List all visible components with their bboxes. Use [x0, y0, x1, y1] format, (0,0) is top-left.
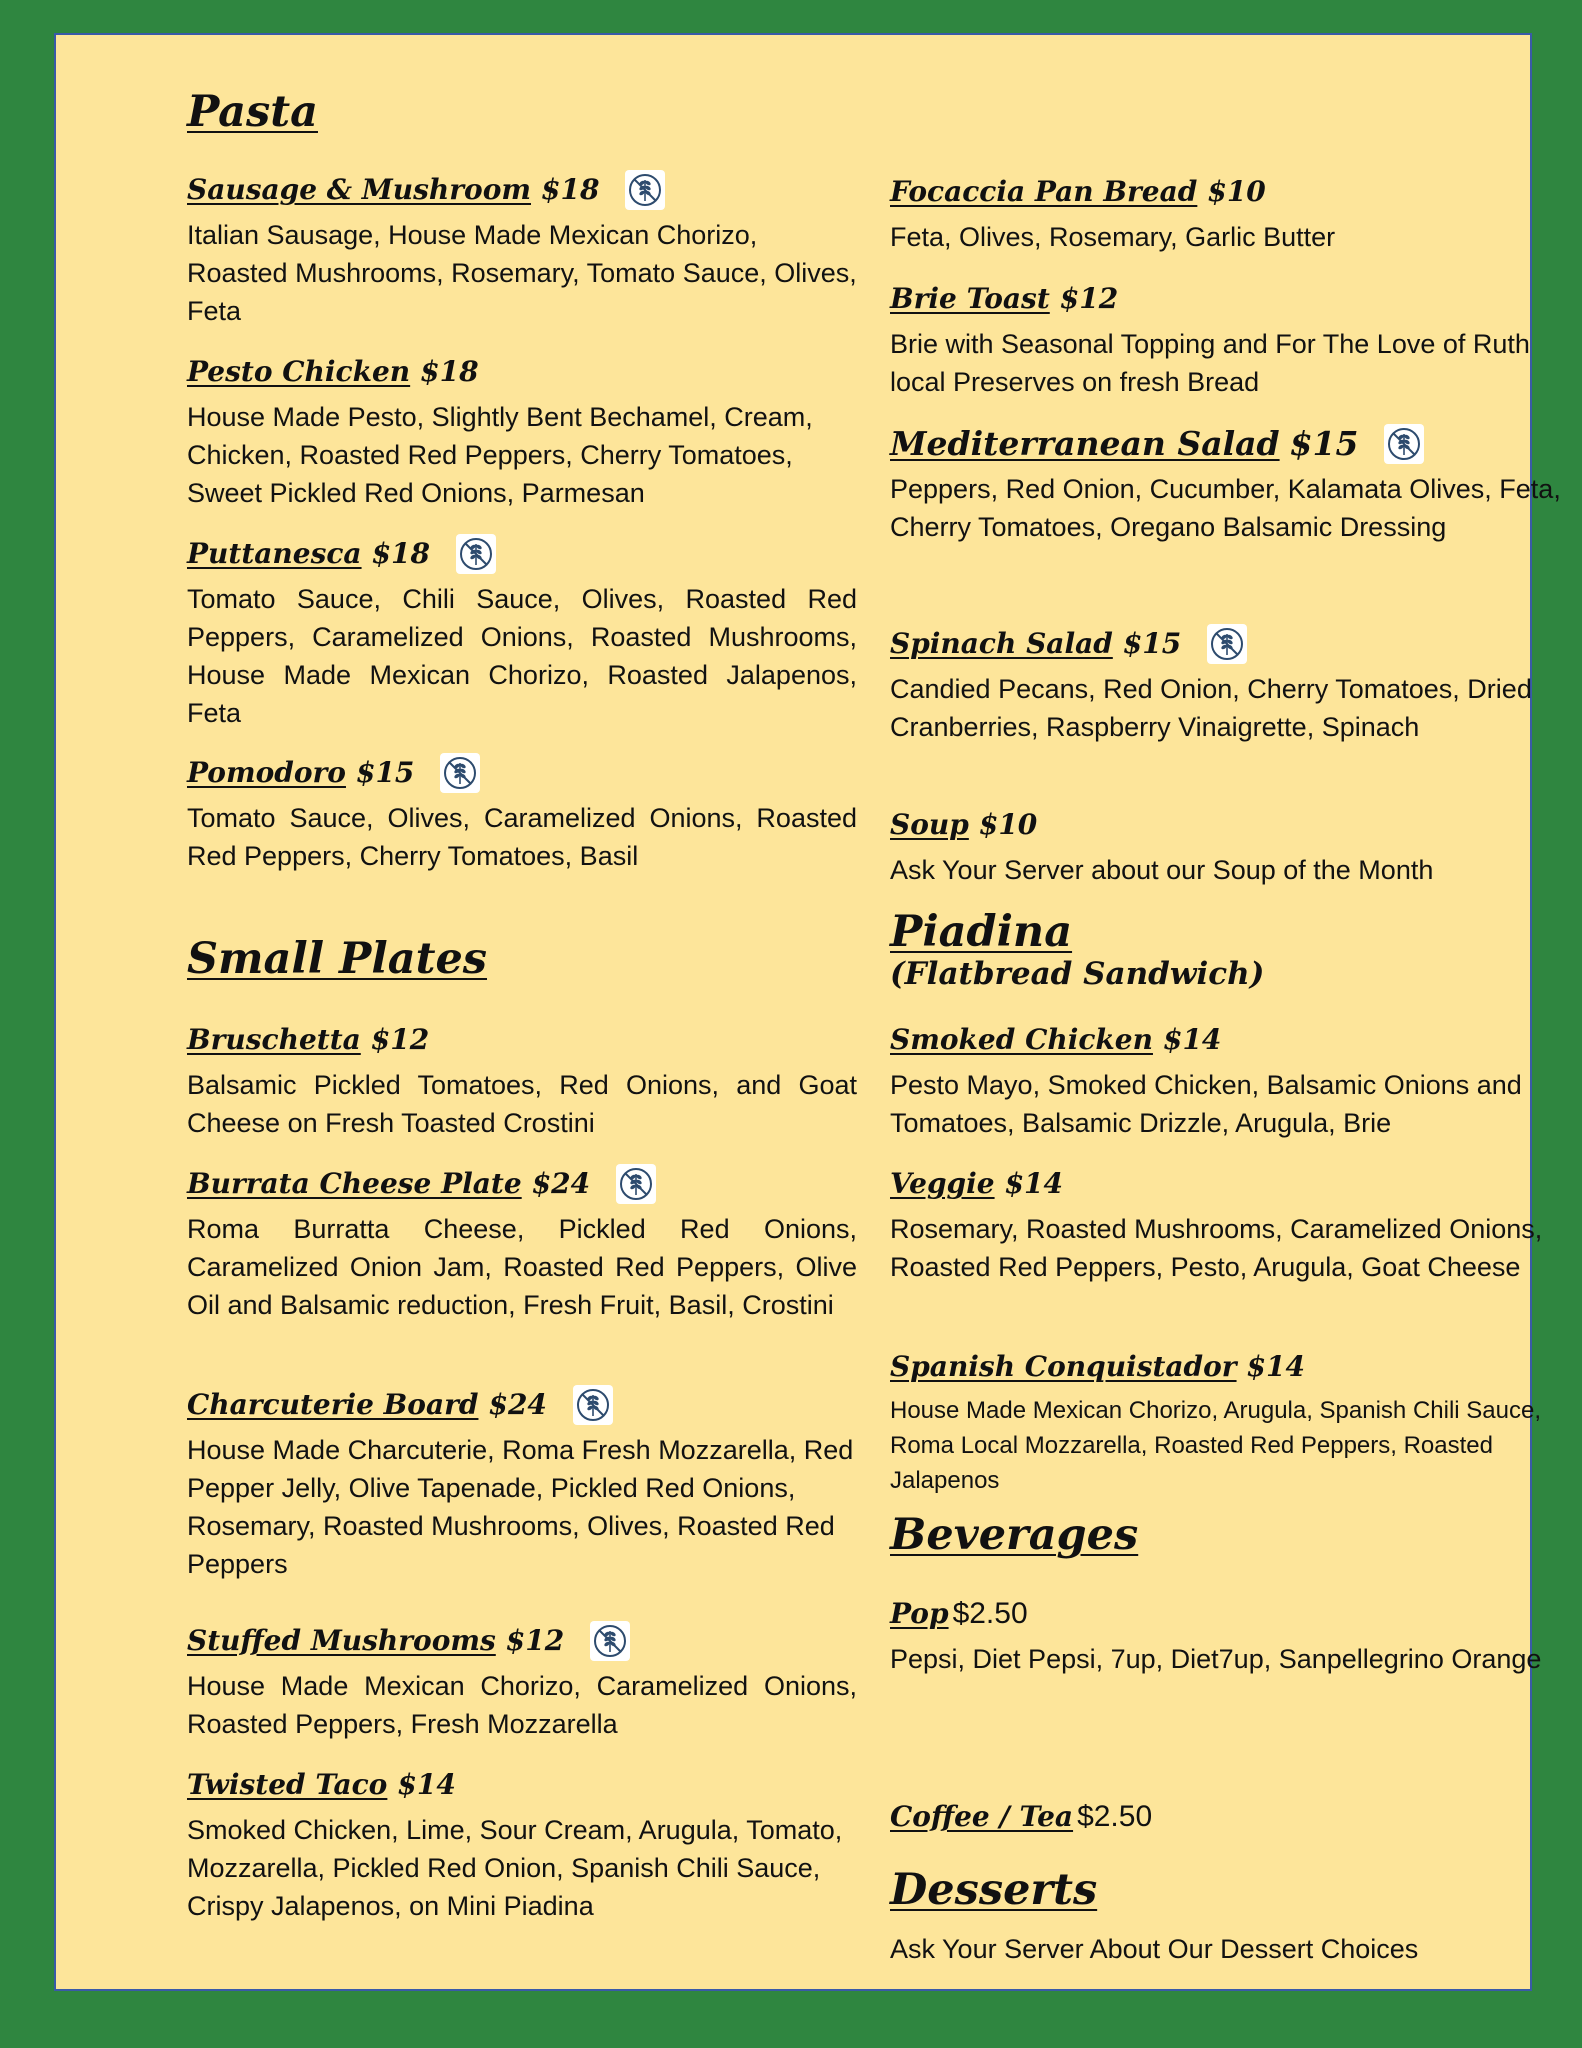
- menu-item-charcuterie-board: [187, 1383, 857, 1583]
- gluten-free-wheat-icon: [625, 170, 665, 210]
- item-name: Pop: [890, 1597, 949, 1630]
- item-name: Twisted Taco: [187, 1768, 388, 1801]
- menu-item-focaccia: [890, 170, 1570, 256]
- item-price: $14: [1004, 1167, 1064, 1200]
- item-description: Tomato Sauce, Chili Sauce, Olives, Roasted Red Peppers, Caramelized Onions, Roasted Mushrooms, House Made Mexican Chorizo, Roasted Jalapenos, Feta: [187, 584, 857, 728]
- item-name: Mediterranean Salad: [890, 424, 1280, 463]
- item-price: $18: [541, 173, 600, 206]
- menu-item-pomodoro: [187, 751, 857, 875]
- item-description: Roma Burratta Cheese, Pickled Red Onions, Caramelized Onion Jam, Roasted Red Peppers, Olive Oil and Balsamic reduction, Fresh Fruit, Basil, Crostini: [187, 1214, 857, 1320]
- item-name: Pesto Chicken: [187, 355, 411, 388]
- section-subtitle-piadina: (Flatbread Sandwich): [890, 956, 1265, 992]
- menu-item-soup: [890, 803, 1570, 889]
- menu-item-veggie: [890, 1162, 1570, 1286]
- item-name: Soup: [890, 808, 969, 841]
- item-description: Rosemary, Roasted Mushrooms, Caramelized Onions, Roasted Red Peppers, Pesto, Arugula, Goat Cheese: [890, 1214, 1543, 1282]
- item-description: House Made Mexican Chorizo, Caramelized Onions, Roasted Peppers, Fresh Mozzarella: [187, 1671, 857, 1739]
- item-description: Smoked Chicken, Lime, Sour Cream, Arugula, Tomato, Mozzarella, Pickled Red Onion, Spanish Chili Sauce, Crispy Jalapenos, on Mini Piadina: [187, 1815, 843, 1921]
- item-name: Spanish Conquistador: [890, 1350, 1237, 1383]
- gluten-free-wheat-icon: [616, 1164, 656, 1204]
- item-price: $15: [1122, 627, 1182, 660]
- item-name: Stuffed Mushrooms: [187, 1624, 496, 1657]
- item-price: $15: [355, 756, 415, 789]
- item-name: Smoked Chicken: [890, 1023, 1153, 1056]
- desserts-description: Ask Your Server About Our Dessert Choices: [890, 1934, 1419, 1964]
- item-price: $18: [420, 355, 479, 388]
- item-description: Candied Pecans, Red Onion, Cherry Tomatoes, Dried Cranberries, Raspberry Vinaigrette, Spinach: [890, 674, 1532, 742]
- item-name: Puttanesca: [187, 537, 362, 570]
- item-description: Pesto Mayo, Smoked Chicken, Balsamic Onions and Tomatoes, Balsamic Drizzle, Arugula, Brie: [890, 1070, 1522, 1138]
- item-price: $15: [1289, 424, 1359, 463]
- gluten-free-wheat-icon: [590, 1621, 630, 1661]
- item-description: Brie with Seasonal Topping and For The Love of Ruth local Preserves on fresh Bread: [890, 329, 1530, 397]
- item-name: Bruschetta: [187, 1023, 361, 1056]
- item-name: Veggie: [890, 1167, 995, 1200]
- item-name: Focaccia Pan Bread: [890, 175, 1198, 208]
- menu-item-brie-toast: [890, 277, 1570, 401]
- item-description: House Made Charcuterie, Roma Fresh Mozzarella, Red Pepper Jelly, Olive Tapenade, Pickled Red Onions, Rosemary, Roasted Mushrooms, Olives, Roasted Red Peppers: [187, 1435, 854, 1579]
- gluten-free-wheat-icon: [456, 534, 496, 574]
- item-price: $18: [371, 537, 431, 570]
- menu-item-stuffed-mushrooms: [187, 1619, 857, 1743]
- menu-item-spanish-conquistador: [890, 1345, 1570, 1498]
- item-description: Feta, Olives, Rosemary, Garlic Butter: [890, 222, 1336, 252]
- item-description: House Made Pesto, Slightly Bent Bechamel, Cream, Chicken, Roasted Red Peppers, Cherry Tomatoes, Sweet Pickled Red Onions, Parmesan: [187, 402, 813, 508]
- section-title-piadina: Piadina: [890, 907, 1073, 957]
- item-price: $10: [1207, 175, 1266, 208]
- item-description: Peppers, Red Onion, Cucumber, Kalamata Olives, Feta, Cherry Tomatoes, Oregano Balsamic Dressing: [890, 474, 1561, 542]
- item-description: Pepsi, Diet Pepsi, 7up, Diet7up, Sanpellegrino Orange: [890, 1644, 1542, 1674]
- menu-item-puttanesca: [187, 532, 857, 732]
- menu-item-burrata-cheese-plate: [187, 1162, 857, 1324]
- menu-item-pesto-chicken: [187, 350, 857, 512]
- item-description: House Made Mexican Chorizo, Arugula, Spanish Chili Sauce, Roma Local Mozzarella, Roasted Red Peppers, Roasted Jalapenos: [890, 1397, 1542, 1494]
- item-price: $2.50: [952, 1597, 1028, 1630]
- item-description: Balsamic Pickled Tomatoes, Red Onions, and Goat Cheese on Fresh Toasted Crostini: [187, 1070, 857, 1138]
- item-price: $2.50: [1077, 1800, 1153, 1833]
- item-price: $14: [1246, 1350, 1305, 1383]
- item-name: Coffee / Tea: [890, 1800, 1074, 1833]
- section-title-desserts: Desserts: [890, 1865, 1098, 1915]
- item-price: $14: [397, 1768, 456, 1801]
- item-name: Pomodoro: [187, 756, 346, 789]
- item-name: Charcuterie Board: [187, 1388, 479, 1421]
- menu-item-bruschetta: [187, 1018, 857, 1142]
- menu-item-sausage-mushroom: [187, 168, 857, 330]
- item-price: $12: [370, 1023, 430, 1056]
- item-price: $14: [1162, 1023, 1222, 1056]
- menu-item-smoked-chicken: [890, 1018, 1570, 1142]
- menu-item-spinach-salad: [890, 622, 1570, 746]
- item-price: $12: [1059, 282, 1119, 315]
- section-title-small-plates: Small Plates: [187, 934, 488, 984]
- menu-item-mediterranean-salad: [890, 422, 1570, 546]
- item-description: Tomato Sauce, Olives, Caramelized Onions, Roasted Red Peppers, Cherry Tomatoes, Basil: [187, 803, 857, 871]
- menu-item-pop: [890, 1592, 1570, 1678]
- gluten-free-wheat-icon: [440, 753, 480, 793]
- item-price: $24: [531, 1167, 591, 1200]
- item-name: Spinach Salad: [890, 627, 1113, 660]
- item-name: Burrata Cheese Plate: [187, 1167, 522, 1200]
- section-title-beverages: Beverages: [890, 1510, 1139, 1560]
- gluten-free-wheat-icon: [573, 1385, 613, 1425]
- gluten-free-wheat-icon: [1207, 624, 1247, 664]
- menu-item-coffee-tea: [890, 1795, 1570, 1839]
- item-description: Ask Your Server about our Soup of the Month: [890, 855, 1434, 885]
- item-name: Sausage & Mushroom: [187, 173, 531, 206]
- item-price: $10: [978, 808, 1038, 841]
- menu-item-twisted-taco: [187, 1763, 857, 1925]
- item-price: $24: [488, 1388, 547, 1421]
- item-price: $12: [505, 1624, 565, 1657]
- item-description: Italian Sausage, House Made Mexican Chorizo, Roasted Mushrooms, Rosemary, Tomato Sauce, Olives, Feta: [187, 220, 857, 326]
- item-name: Brie Toast: [890, 282, 1050, 315]
- gluten-free-wheat-icon: [1384, 424, 1424, 464]
- section-title-pasta: Pasta: [187, 87, 318, 137]
- menu-page: [54, 33, 1561, 1991]
